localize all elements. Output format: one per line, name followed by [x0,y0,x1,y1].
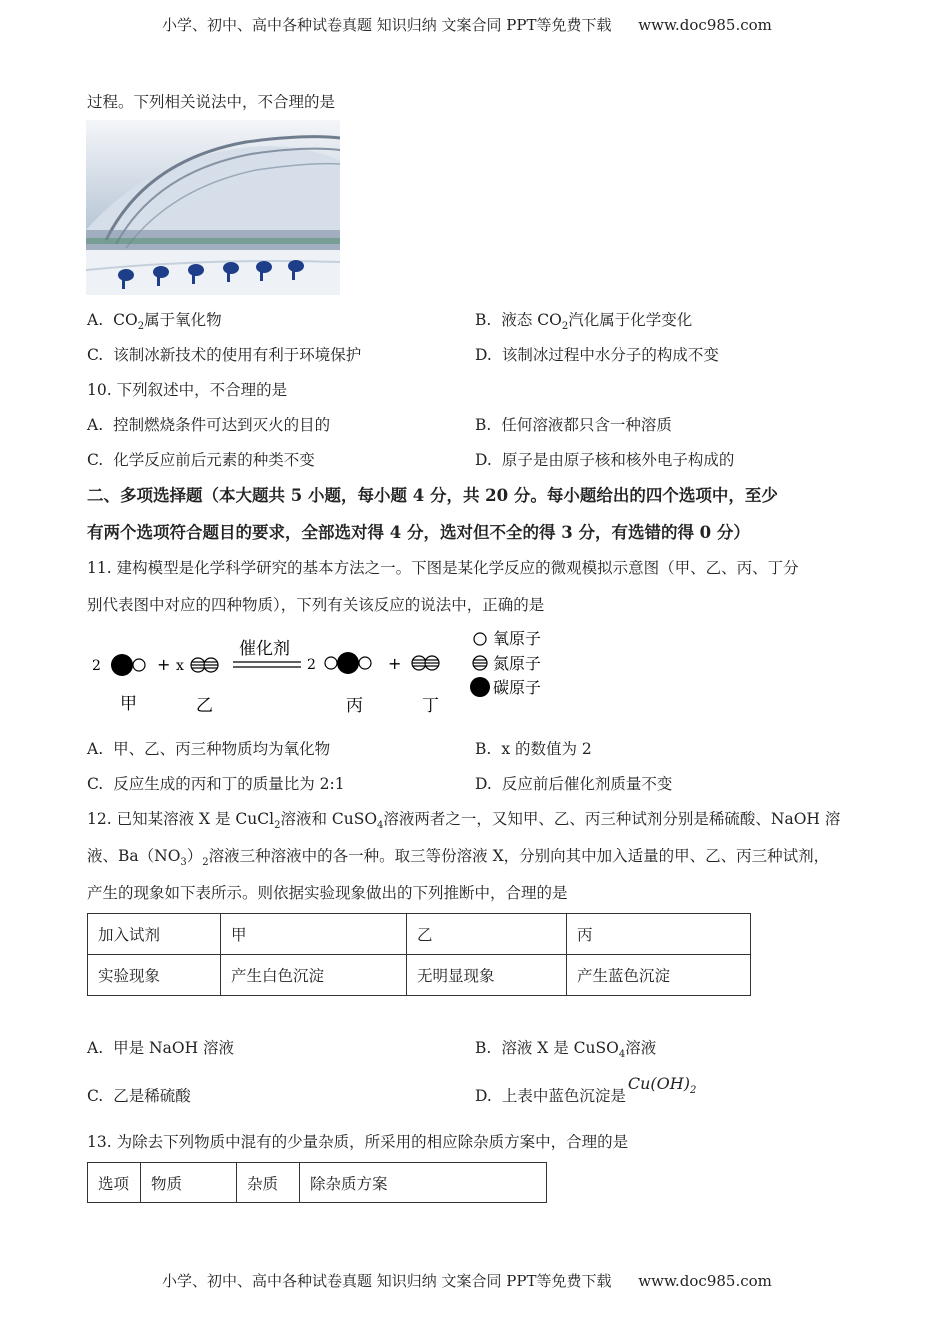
footer-url[interactable]: www.doc985.com [638,1272,772,1290]
legend-nitrogen-icon [473,656,487,670]
plus-2: + [388,654,402,673]
table-cell: 丙 [567,914,751,955]
coef-bing: 2 [307,657,316,673]
table-cell: 产生蓝色沉淀 [567,955,751,996]
speed-skating-photo [86,120,340,295]
carbon-atom [111,654,133,676]
q13-table [87,1162,547,1203]
q12-stem-line3: 产生的现象如下表所示。则依据实验现象做出的下列推断中，合理的是 [87,884,568,902]
cuoh2-formula: $Cu(OH)_2$ [627,1074,697,1097]
table-cell: 选项 [88,1163,141,1203]
legend-oxygen-icon [474,633,486,645]
q10-option-a[interactable]: A. 控制燃烧条件可达到灭火的目的 [87,416,331,434]
page-header [162,14,772,35]
nitrogen-molecule-yi [191,658,218,672]
table-row [88,955,751,996]
section2-heading-line2: 有两个选项符合题目的要求，全部选对得 4 分，选对但不全的得 3 分，有选错的得 0 分） [87,523,750,542]
legend-oxygen: 氧原子 [493,629,542,648]
coef-jia: 2 [92,658,101,674]
label-jia: 甲 [120,694,137,714]
plus-1: + [157,655,171,674]
legend-nitrogen: 氮原子 [493,654,542,673]
carbon-atom-bing [337,652,359,674]
label-ding: 丁 [422,696,439,716]
section2-heading-line1: 二、多项选择题（本大题共 5 小题，每小题 4 分，共 20 分。每小题给出的四个选项中，至少 [87,486,778,505]
q11-stem-line1: 11. 建构模型是化学科学研究的基本方法之一。下图是某化学反应的微观模拟示意图（甲、乙、丙、丁分 [87,559,799,577]
q9-option-c[interactable]: C. 该制冰新技术的使用有利于环境保护 [87,346,362,364]
q9-stem-tail: 过程。下列相关说法中，不合理的是 [87,93,336,111]
q12-table [87,913,751,996]
q9-option-a[interactable]: A. $CO_2$属于氧化物 [87,311,222,333]
q10-stem: 10. 下列叙述中，不合理的是 [87,381,288,399]
table-row [88,1163,547,1203]
reaction-diagram [86,622,566,722]
header-text: 小学、初中、高中各种试卷真题 知识归纳 文案合同 PPT等免费下载 [162,16,612,34]
header-url[interactable]: www.doc985.com [638,16,772,34]
catalyst-label: 催化剂 [239,639,290,659]
table-row [88,914,751,955]
q11-option-b[interactable]: B. x 的数值为 2 [475,740,592,758]
q11-option-a[interactable]: A. 甲、乙、丙三种物质均为氧化物 [87,740,331,758]
table-cell: 乙 [407,914,567,955]
q11-option-c[interactable]: C. 反应生成的丙和丁的质量比为 2:1 [87,775,345,793]
nitrogen-molecule-ding [412,656,439,670]
oxygen-atom [133,659,145,671]
table-cell: 物质 [141,1163,237,1203]
q12-option-b[interactable]: B. 溶液 X 是 CuSO$_4$溶液 [475,1039,657,1061]
table-cell: 甲 [221,914,407,955]
table-cell: 无明显现象 [407,955,567,996]
label-yi: 乙 [196,696,213,716]
q10-option-c[interactable]: C. 化学反应前后元素的种类不变 [87,451,315,469]
q12-option-d[interactable]: D. 上表中蓝色沉淀是$Cu(OH)_2$ [475,1074,697,1105]
page-footer [162,1270,772,1291]
q11-option-d[interactable]: D. 反应前后催化剂质量不变 [475,775,673,793]
q12-option-c[interactable]: C. 乙是稀硫酸 [87,1087,191,1105]
q10-option-b[interactable]: B. 任何溶液都只含一种溶质 [475,416,672,434]
q12-stem-line1: 12. 已知某溶液 X 是 CuCl$_2$溶液和 CuSO$_4$溶液两者之一，又知甲、乙、丙三种试剂分别是稀硫酸、NaOH 溶 [87,810,841,832]
q13-stem: 13. 为除去下列物质中混有的少量杂质，所采用的相应除杂质方案中，合理的是 [87,1133,629,1151]
table-cell: 杂质 [237,1163,300,1203]
q10-option-d[interactable]: D. 原子是由原子核和核外电子构成的 [475,451,735,469]
q9-option-b[interactable]: B. 液态 $CO_2$汽化属于化学变化 [475,311,693,333]
coef-yi: x [176,658,184,674]
table-cell: 产生白色沉淀 [221,955,407,996]
table-cell: 实验现象 [88,955,221,996]
stadium-illustration [86,120,340,295]
table-cell: 加入试剂 [88,914,221,955]
legend-carbon: 碳原子 [493,678,542,697]
q12-stem-line2: 液、$Ba(NO_3)_2$溶液三种溶液中的各一种。取三等份溶液 X，分别向其中加入适量的甲、乙、丙三种试剂， [87,847,830,869]
q12-option-a[interactable]: A. 甲是 NaOH 溶液 [87,1039,235,1057]
q9-option-d[interactable]: D. 该制冰过程中水分子的构成不变 [475,346,719,364]
footer-text: 小学、初中、高中各种试卷真题 知识归纳 文案合同 PPT等免费下载 [162,1272,612,1290]
q11-stem-line2: 别代表图中对应的四种物质），下列有关该反应的说法中，正确的是 [87,596,545,614]
table-cell: 除杂质方案 [300,1163,547,1203]
label-bing: 丙 [346,696,363,716]
legend-carbon-icon [470,677,490,697]
